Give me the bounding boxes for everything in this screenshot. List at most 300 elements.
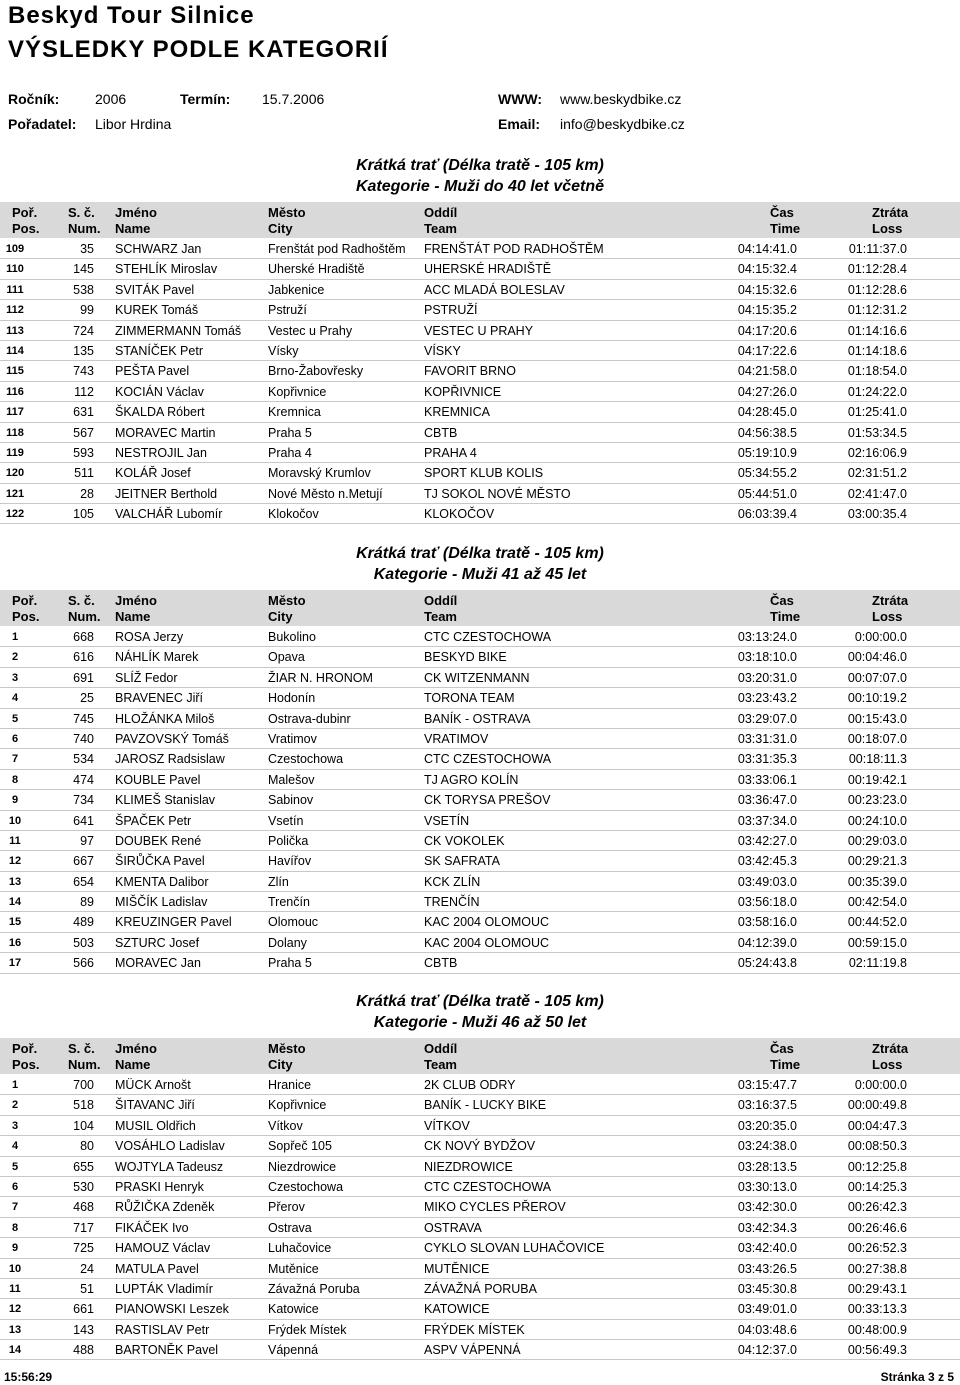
cell-time: 04:15:35.2 [737, 303, 797, 318]
section-title-line2: Kategorie - Muži 46 až 50 let [373, 1014, 587, 1031]
cell-pos: 112 [6, 304, 24, 317]
page-title: Beskyd Tour Silnice [8, 2, 255, 29]
cell-time: 04:56:38.5 [737, 425, 797, 440]
cell-team: MUTĚNICE [424, 1261, 490, 1276]
cell-num: 51 [80, 1281, 94, 1296]
table-row [0, 463, 960, 483]
cell-num: 725 [73, 1241, 94, 1256]
cell-name: PIANOWSKI Leszek [115, 1302, 229, 1317]
table-row [0, 1095, 960, 1115]
cell-loss: 02:41:47.0 [847, 486, 907, 501]
cell-pos: 120 [5, 467, 25, 480]
cell-city: Czestochowa [268, 752, 344, 767]
cell-team: VSETÍN [424, 813, 470, 828]
table-row [0, 1279, 960, 1299]
cell-team: KATOWICE [424, 1302, 490, 1317]
cell-num: 616 [73, 650, 94, 665]
cell-time: 03:13:24.0 [737, 630, 797, 644]
cell-city: Zlín [268, 874, 289, 889]
cell-loss: 00:04:46.0 [847, 650, 907, 665]
rocnik-label: Ročník: [8, 91, 60, 107]
cell-name: ŠPAČEK Petr [115, 813, 192, 828]
cell-name: HLOŽÁNKA Miloš [115, 711, 215, 726]
cell-loss: 01:24:22.0 [847, 384, 907, 399]
cell-loss: 02:16:06.9 [847, 445, 907, 460]
cell-loss: 00:12:25.8 [847, 1159, 907, 1174]
cell-name: KOLÁŘ Josef [115, 466, 191, 481]
cell-loss: 00:27:38.8 [847, 1261, 907, 1276]
cell-pos: 1 [11, 631, 19, 643]
cell-team: VESTEC U PRAHY [424, 323, 534, 338]
table-row [0, 1218, 960, 1238]
cell-num: 518 [73, 1098, 94, 1113]
cell-name: JAROSZ Radsislaw [115, 752, 225, 767]
cell-pos: 118 [6, 426, 24, 439]
cell-num: 745 [73, 711, 94, 726]
table-row [0, 912, 960, 932]
cell-num: 143 [73, 1322, 94, 1337]
cell-city: Vísky [268, 343, 299, 358]
cell-city: Brno-Žabovřesky [268, 364, 364, 379]
column-header-pos-en: Pos. [12, 221, 40, 236]
cell-city: Vítkov [268, 1118, 303, 1133]
cell-city: Ostrava-dubinr [268, 711, 351, 726]
cell-pos: 8 [11, 773, 19, 786]
cell-time: 03:31:35.3 [737, 752, 797, 767]
cell-loss: 01:12:31.2 [847, 303, 907, 318]
cell-loss: 01:11:37.0 [848, 242, 907, 256]
cell-city: Frýdek Místek [268, 1322, 347, 1337]
cell-name: MORAVEC Jan [115, 956, 201, 971]
table-row [0, 504, 960, 524]
cell-num: 503 [73, 935, 94, 950]
table-row [0, 811, 960, 831]
cell-pos: 110 [6, 263, 24, 276]
cell-time: 05:34:55.2 [737, 466, 797, 481]
cell-city: Kopřivnice [268, 384, 327, 399]
cell-name: STEHLÍK Miroslav [115, 262, 218, 277]
cell-city: Vestec u Prahy [268, 323, 353, 338]
cell-team: ASPV VÁPENNÁ [424, 1343, 521, 1358]
cell-loss: 00:44:52.0 [847, 915, 907, 930]
column-header-num-cz: S. č. [68, 1041, 95, 1056]
cell-time: 03:42:45.3 [737, 854, 797, 869]
cell-loss: 00:35:39.0 [847, 874, 907, 889]
table-row [0, 770, 960, 790]
cell-team: BESKYD BIKE [424, 650, 507, 665]
table-row [0, 851, 960, 871]
cell-time: 03:45:30.8 [737, 1281, 797, 1296]
cell-name: DOUBEK René [115, 833, 202, 848]
cell-num: 661 [73, 1302, 94, 1317]
cell-name: VALCHÁŘ Lubomír [115, 507, 223, 522]
column-header-team-cz: Oddíl [424, 205, 458, 220]
table-row [0, 361, 960, 381]
cell-team: ACC MLADÁ BOLESLAV [424, 282, 565, 297]
cell-time: 03:42:40.0 [737, 1241, 797, 1256]
cell-city: Hodonín [268, 691, 316, 706]
table-row [0, 831, 960, 851]
table-row [0, 1116, 960, 1136]
column-header-pos-en: Pos. [12, 1057, 40, 1072]
cell-name: KMENTA Dalibor [115, 874, 209, 889]
cell-num: 474 [73, 772, 94, 787]
cell-pos: 119 [6, 446, 24, 459]
cell-num: 667 [73, 854, 94, 869]
column-header-pos-cz: Poř. [12, 205, 38, 220]
cell-name: ZIMMERMANN Tomáš [115, 323, 242, 338]
cell-loss: 0:00:00.0 [854, 1078, 907, 1092]
cell-city: Czestochowa [268, 1179, 344, 1194]
table-row [0, 709, 960, 729]
column-header-time-cz: Čas [770, 593, 794, 608]
cell-num: 24 [80, 1261, 94, 1276]
cell-pos: 6 [11, 732, 19, 745]
cell-name: PAVZOVSKÝ Tomáš [115, 731, 229, 746]
column-header-name-cz: Jméno [115, 593, 157, 608]
results-table [0, 239, 960, 524]
cell-city: Praha 5 [268, 425, 312, 440]
column-header-loss-cz: Ztráta [872, 593, 909, 608]
section-title-line2: Kategorie - Muži 41 až 45 let [373, 566, 587, 583]
column-header-loss-en: Loss [872, 1057, 903, 1072]
cell-pos: 109 [5, 243, 25, 255]
cell-loss: 00:15:43.0 [847, 711, 907, 726]
cell-name: WOJTYLA Tadeusz [115, 1159, 224, 1174]
cell-name: BARTONĚK Pavel [115, 1343, 219, 1358]
results-table [0, 1075, 960, 1360]
cell-name: KREUZINGER Pavel [115, 915, 232, 930]
cell-city: Havířov [268, 854, 312, 869]
poradatel-label: Pořadatel: [8, 116, 77, 132]
cell-team: CTC CZESTOCHOWA [424, 630, 552, 644]
column-header-num-en: Num. [68, 221, 101, 236]
cell-pos: 117 [6, 406, 24, 419]
column-header-city-en: City [268, 609, 293, 624]
column-header-num-en: Num. [68, 609, 101, 624]
rocnik-value: 2006 [95, 91, 127, 107]
termin-label: Termín: [180, 91, 231, 107]
cell-loss: 00:10:19.2 [847, 691, 907, 706]
column-header-loss-en: Loss [872, 609, 903, 624]
cell-time: 03:33:06.1 [737, 772, 797, 787]
cell-pos: 6 [11, 1180, 19, 1193]
cell-time: 04:15:32.6 [737, 282, 797, 297]
cell-time: 03:58:16.0 [737, 915, 797, 930]
cell-name: NÁHLÍK Marek [115, 650, 199, 665]
cell-num: 104 [73, 1118, 94, 1133]
cell-team: FRENŠTÁT POD RADHOŠTĚM [424, 242, 604, 256]
cell-name: SCHWARZ Jan [115, 242, 202, 256]
column-header-num-cz: S. č. [68, 593, 95, 608]
cell-pos: 122 [5, 508, 25, 521]
column-header-num-cz: S. č. [68, 205, 95, 220]
cell-pos: 116 [6, 385, 24, 398]
cell-loss: 00:26:46.6 [847, 1220, 907, 1235]
table-row [0, 341, 960, 361]
column-header-team-cz: Oddíl [424, 593, 458, 608]
cell-loss: 01:14:18.6 [847, 343, 907, 358]
cell-pos: 3 [11, 671, 19, 684]
cell-name: MÜCK Arnošt [115, 1078, 191, 1092]
cell-team: CYKLO SLOVAN LUHAČOVICE [424, 1241, 605, 1256]
cell-team: CTC CZESTOCHOWA [424, 752, 552, 767]
cell-name: MUSIL Oldřich [115, 1118, 196, 1133]
column-header-city-cz: Město [268, 593, 306, 608]
cell-num: 97 [80, 833, 94, 848]
column-header-loss-en: Loss [872, 221, 903, 236]
results-table [0, 627, 960, 974]
cell-pos: 7 [11, 753, 19, 766]
column-header-name-en: Name [115, 609, 151, 624]
cell-name: VOSÁHLO Ladislav [115, 1139, 225, 1154]
cell-time: 04:12:37.0 [737, 1343, 797, 1358]
cell-loss: 03:00:35.4 [847, 507, 907, 522]
cell-city: Bukolino [268, 630, 316, 644]
cell-pos: 11 [9, 1282, 21, 1295]
cell-city: Dolany [268, 935, 307, 950]
cell-city: Moravský Krumlov [268, 466, 371, 481]
cell-team: ZÁVAŽNÁ PORUBA [424, 1281, 537, 1296]
cell-city: Luhačovice [268, 1241, 332, 1256]
cell-time: 03:42:30.0 [737, 1200, 797, 1215]
table-row [0, 892, 960, 912]
cell-num: 530 [73, 1179, 94, 1194]
cell-team: KLOKOČOV [424, 507, 495, 522]
cell-loss: 01:12:28.4 [847, 262, 907, 277]
cell-time: 06:03:39.4 [737, 507, 797, 522]
cell-name: ŠIRŮČKA Pavel [115, 854, 205, 869]
cell-city: Klokočov [268, 507, 319, 522]
table-row [0, 872, 960, 892]
cell-team: CK WITZENMANN [424, 670, 530, 685]
cell-team: KAC 2004 OLOMOUC [424, 915, 550, 930]
cell-team: CK VOKOLEK [424, 833, 505, 848]
cell-name: NESTROJIL Jan [115, 445, 207, 460]
column-header-name-cz: Jméno [115, 1041, 157, 1056]
cell-name: SVITÁK Pavel [115, 282, 195, 297]
table-row [0, 1075, 960, 1095]
cell-pos: 13 [8, 875, 22, 888]
cell-loss: 02:11:19.8 [848, 956, 907, 971]
cell-time: 03:18:10.0 [737, 650, 797, 665]
email-label: Email: [498, 116, 541, 132]
cell-loss: 00:33:13.3 [847, 1302, 907, 1317]
cell-city: Přerov [268, 1200, 305, 1215]
cell-pos: 14 [8, 1344, 22, 1357]
cell-city: Uherské Hradiště [268, 262, 365, 277]
cell-name: LUPTÁK Vladimír [115, 1281, 213, 1296]
cell-team: KOPŘIVNICE [424, 384, 502, 399]
column-header-time-en: Time [770, 609, 801, 624]
cell-team: TJ SOKOL NOVÉ MĚSTO [424, 486, 571, 501]
cell-team: NIEZDROWICE [424, 1159, 513, 1174]
column-header-pos-cz: Poř. [12, 1041, 38, 1056]
cell-time: 05:19:10.9 [737, 445, 797, 460]
table-row [0, 668, 960, 688]
cell-time: 03:16:37.5 [737, 1098, 797, 1113]
cell-team: CK NOVÝ BYDŽOV [424, 1139, 536, 1154]
cell-loss: 00:26:42.3 [847, 1200, 907, 1215]
column-header-pos-cz: Poř. [12, 593, 38, 608]
cell-loss: 00:18:07.0 [847, 731, 907, 746]
cell-loss: 00:18:11.3 [848, 752, 907, 767]
section-title-line1: Krátká trať (Délka tratě - 105 km) [356, 157, 604, 174]
cell-time: 03:15:47.7 [737, 1078, 797, 1092]
cell-num: 566 [73, 956, 94, 971]
column-header-team-en: Team [424, 1057, 457, 1072]
cell-time: 03:20:35.0 [737, 1118, 797, 1133]
cell-city: Jabkenice [268, 282, 325, 297]
cell-team: BANÍK - LUCKY BIKE [424, 1098, 547, 1113]
column-header-team-cz: Oddíl [424, 1041, 458, 1056]
cell-num: 80 [80, 1139, 94, 1154]
cell-num: 691 [73, 670, 94, 685]
cell-city: Kopřivnice [268, 1098, 327, 1113]
email-link[interactable]: info@beskydbike.cz [560, 116, 685, 132]
cell-time: 03:43:26.5 [737, 1261, 797, 1276]
cell-team: BANÍK - OSTRAVA [424, 711, 531, 726]
cell-time: 04:21:58.0 [737, 364, 797, 379]
table-header [0, 1038, 960, 1074]
cell-team: SPORT KLUB KOLIS [424, 466, 544, 481]
table-row [0, 1238, 960, 1258]
cell-loss: 00:29:03.0 [847, 833, 907, 848]
cell-time: 03:42:27.0 [737, 833, 797, 848]
cell-city: Závažná Poruba [268, 1281, 360, 1296]
table-row [0, 300, 960, 320]
cell-pos: 4 [11, 1140, 19, 1153]
cell-name: ŠKALDA Róbert [115, 405, 205, 420]
cell-name: MIŠČÍK Ladislav [115, 895, 208, 910]
cell-time: 04:28:45.0 [737, 405, 797, 420]
footer-page: Stránka 3 z 5 [880, 1370, 954, 1384]
cell-team: KCK ZLÍN [424, 874, 481, 889]
column-header-num-en: Num. [68, 1057, 101, 1072]
cell-city: Mutěnice [268, 1261, 319, 1276]
cell-city: Vsetín [268, 813, 304, 828]
table-row [0, 933, 960, 953]
cell-loss: 01:53:34.5 [847, 425, 907, 440]
cell-city: Praha 5 [268, 956, 312, 971]
column-header-time-cz: Čas [770, 205, 794, 220]
cell-name: KOCIÁN Václav [115, 384, 204, 399]
cell-team: CK TORYSA PREŠOV [424, 793, 551, 808]
column-header-team-en: Team [424, 609, 457, 624]
cell-team: PRAHA 4 [424, 445, 477, 460]
cell-pos: 115 [6, 365, 24, 378]
table-header [0, 590, 960, 626]
cell-num: 35 [80, 242, 94, 256]
cell-city: Frenštát pod Radhoštěm [268, 242, 406, 256]
cell-pos: 15 [8, 916, 22, 929]
cell-loss: 01:18:54.0 [847, 364, 907, 379]
cell-num: 99 [80, 303, 94, 318]
cell-city: Trenčín [268, 895, 310, 910]
cell-num: 534 [73, 752, 94, 767]
cell-city: Polička [268, 833, 309, 848]
cell-name: SZTURC Josef [115, 935, 200, 950]
cell-time: 03:30:13.0 [737, 1179, 797, 1194]
cell-time: 04:17:22.6 [737, 343, 797, 358]
cell-name: ŠITAVANC Jiří [115, 1098, 195, 1113]
table-row [0, 443, 960, 463]
cell-name: MATULA Pavel [115, 1261, 199, 1276]
cell-num: 511 [74, 466, 94, 481]
cell-time: 04:03:48.6 [737, 1322, 797, 1337]
cell-city: Niezdrowice [268, 1159, 337, 1174]
cell-pos: 9 [11, 1242, 19, 1255]
cell-time: 03:36:47.0 [737, 793, 797, 808]
cell-time: 05:44:51.0 [737, 486, 797, 501]
section-title-line2: Kategorie - Muži do 40 let včetně [355, 178, 605, 195]
cell-loss: 00:08:50.3 [847, 1139, 907, 1154]
cell-pos: 121 [5, 487, 25, 500]
poradatel-value: Libor Hrdina [95, 116, 172, 132]
cell-time: 04:15:32.4 [737, 262, 797, 277]
table-row [0, 1197, 960, 1217]
cell-num: 593 [73, 445, 94, 460]
cell-num: 641 [73, 813, 94, 828]
cell-loss: 01:12:28.6 [847, 282, 907, 297]
cell-pos: 4 [11, 692, 19, 705]
table-row [0, 1157, 960, 1177]
cell-team: SK SAFRATA [424, 854, 500, 869]
page-subtitle: VÝSLEDKY PODLE KATEGORIÍ [8, 36, 389, 63]
cell-city: Pstruží [268, 303, 307, 318]
cell-pos: 2 [11, 651, 19, 664]
cell-time: 03:49:03.0 [737, 874, 797, 889]
cell-team: CBTB [424, 956, 458, 971]
termin-value: 15.7.2006 [262, 91, 325, 107]
cell-time: 03:24:38.0 [737, 1139, 797, 1154]
cell-loss: 00:29:21.3 [847, 854, 907, 869]
cell-loss: 00:19:42.1 [847, 772, 907, 787]
cell-pos: 9 [11, 794, 19, 807]
cell-team: CBTB [424, 425, 458, 440]
cell-loss: 00:14:25.3 [847, 1179, 907, 1194]
cell-time: 03:20:31.0 [737, 670, 797, 685]
cell-name: SLÍŽ Fedor [115, 670, 178, 685]
cell-num: 743 [73, 364, 94, 379]
cell-num: 631 [73, 405, 94, 420]
table-row [0, 1320, 960, 1340]
cell-city: Katowice [268, 1302, 319, 1317]
column-header-time-en: Time [770, 221, 801, 236]
cell-num: 28 [80, 486, 94, 501]
cell-num: 489 [73, 915, 94, 930]
cell-num: 488 [73, 1343, 94, 1358]
cell-num: 567 [73, 425, 94, 440]
cell-num: 655 [73, 1159, 94, 1174]
cell-num: 105 [73, 507, 94, 522]
table-row [0, 1299, 960, 1319]
cell-time: 04:27:26.0 [737, 384, 797, 399]
cell-team: KREMNICA [424, 405, 490, 420]
cell-pos: 113 [6, 324, 24, 337]
column-header-name-en: Name [115, 1057, 151, 1072]
cell-city: Olomouc [268, 915, 319, 930]
cell-pos: 5 [11, 712, 19, 725]
www-link[interactable]: www.beskydbike.cz [560, 91, 682, 107]
cell-loss: 00:24:10.0 [847, 813, 907, 828]
cell-team: 2K CLUB ODRY [424, 1078, 516, 1092]
cell-team: TJ AGRO KOLÍN [424, 772, 519, 787]
cell-pos: 12 [8, 1303, 22, 1316]
cell-city: Kremnica [268, 405, 321, 420]
cell-time: 03:56:18.0 [737, 895, 797, 910]
cell-pos: 14 [8, 896, 22, 909]
